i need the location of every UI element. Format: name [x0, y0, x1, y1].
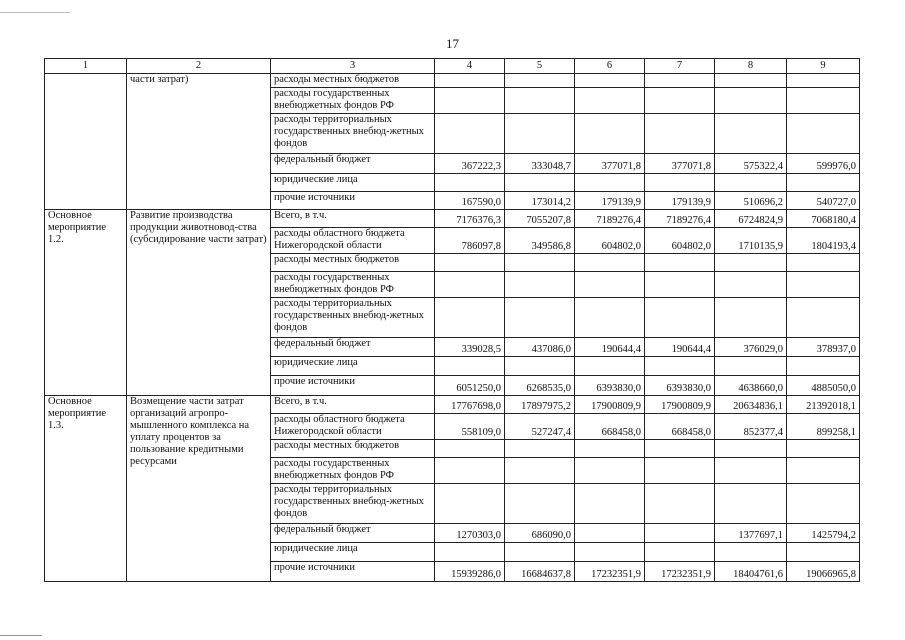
amount-cell — [715, 458, 787, 484]
amount-cell — [435, 254, 505, 272]
funding-source-label: юридические лица — [271, 174, 435, 192]
column-header: 7 — [645, 59, 715, 74]
table-row — [45, 210, 860, 228]
amount-cell: 173014,2 — [505, 192, 575, 210]
amount-cell — [435, 543, 505, 562]
amount-cell — [787, 272, 860, 298]
amount-cell: 510696,2 — [715, 192, 787, 210]
amount-cell — [575, 543, 645, 562]
funding-source-label: прочие источники — [271, 192, 435, 210]
amount-cell: 179139,9 — [645, 192, 715, 210]
column-header: 3 — [271, 59, 435, 74]
amount-cell — [645, 254, 715, 272]
amount-cell: 16684637,8 — [505, 562, 575, 582]
column-header: 2 — [127, 59, 271, 74]
amount-cell — [435, 74, 505, 88]
amount-cell — [787, 458, 860, 484]
event-name-cell: части затрат) — [127, 74, 271, 210]
amount-cell — [787, 440, 860, 458]
amount-cell — [715, 484, 787, 524]
amount-cell — [575, 74, 645, 88]
amount-cell — [645, 298, 715, 338]
column-header: 8 — [715, 59, 787, 74]
amount-cell — [645, 357, 715, 376]
scan-artifact-mark — [0, 635, 42, 636]
amount-cell — [505, 458, 575, 484]
amount-cell: 7189276,4 — [645, 210, 715, 228]
funding-source-label: расходы местных бюджетов — [271, 440, 435, 458]
amount-cell — [435, 114, 505, 154]
funding-source-label: расходы государственных внебюджетных фондов РФ — [271, 88, 435, 114]
amount-cell: 6393830,0 — [645, 376, 715, 396]
amount-cell — [505, 357, 575, 376]
amount-cell — [435, 298, 505, 338]
amount-cell — [575, 298, 645, 338]
amount-cell — [505, 440, 575, 458]
amount-cell — [645, 272, 715, 298]
amount-cell: 668458,0 — [575, 414, 645, 440]
amount-cell — [715, 357, 787, 376]
amount-cell — [575, 88, 645, 114]
funding-source-label: расходы местных бюджетов — [271, 254, 435, 272]
funding-source-label: прочие источники — [271, 562, 435, 582]
amount-cell — [787, 543, 860, 562]
page-number: 17 — [446, 36, 459, 51]
column-header: 5 — [505, 59, 575, 74]
amount-cell: 19066965,8 — [787, 562, 860, 582]
funding-source-label: расходы территориальных государственных внебюд-жетных фондов — [271, 298, 435, 338]
amount-cell — [787, 484, 860, 524]
amount-cell: 1377697,1 — [715, 524, 787, 543]
amount-cell — [505, 74, 575, 88]
amount-cell: 558109,0 — [435, 414, 505, 440]
amount-cell — [575, 114, 645, 154]
amount-cell: 1804193,4 — [787, 228, 860, 254]
amount-cell — [505, 543, 575, 562]
amount-cell: 1270303,0 — [435, 524, 505, 543]
amount-cell: 7189276,4 — [575, 210, 645, 228]
funding-source-label: федеральный бюджет — [271, 524, 435, 543]
table-row — [45, 396, 860, 414]
amount-cell: 377071,8 — [645, 154, 715, 174]
amount-cell — [645, 484, 715, 524]
amount-cell — [715, 74, 787, 88]
amount-cell — [575, 254, 645, 272]
funding-source-label: юридические лица — [271, 357, 435, 376]
amount-cell — [435, 357, 505, 376]
amount-cell — [505, 174, 575, 192]
amount-cell: 179139,9 — [575, 192, 645, 210]
amount-cell — [645, 543, 715, 562]
scan-artifact-line — [0, 0, 70, 13]
amount-cell: 7068180,4 — [787, 210, 860, 228]
amount-cell: 604802,0 — [575, 228, 645, 254]
table-body — [45, 74, 860, 582]
amount-cell — [435, 458, 505, 484]
amount-cell — [787, 254, 860, 272]
funding-source-label: Всего, в т.ч. — [271, 396, 435, 414]
budget-table — [44, 58, 860, 582]
amount-cell — [787, 74, 860, 88]
amount-cell: 899258,1 — [787, 414, 860, 440]
column-header: 9 — [787, 59, 860, 74]
amount-cell: 437086,0 — [505, 338, 575, 357]
amount-cell: 6724824,9 — [715, 210, 787, 228]
amount-cell: 17900809,9 — [645, 396, 715, 414]
amount-cell — [505, 298, 575, 338]
amount-cell — [575, 524, 645, 543]
amount-cell: 604802,0 — [645, 228, 715, 254]
amount-cell — [435, 174, 505, 192]
event-code-cell: Основное мероприятие 1.3. — [45, 396, 127, 582]
amount-cell — [435, 440, 505, 458]
amount-cell — [715, 272, 787, 298]
amount-cell — [787, 357, 860, 376]
amount-cell: 17767698,0 — [435, 396, 505, 414]
amount-cell: 376029,0 — [715, 338, 787, 357]
event-code-cell — [45, 74, 127, 210]
amount-cell: 167590,0 — [435, 192, 505, 210]
amount-cell: 575322,4 — [715, 154, 787, 174]
amount-cell: 1425794,2 — [787, 524, 860, 543]
event-code-cell: Основное мероприятие 1.2. — [45, 210, 127, 396]
funding-source-label: расходы областного бюджета Нижегородской области — [271, 228, 435, 254]
funding-source-label: федеральный бюджет — [271, 338, 435, 357]
funding-source-label: прочие источники — [271, 376, 435, 396]
funding-source-label: расходы территориальных государственных внебюд-жетных фондов — [271, 484, 435, 524]
amount-cell: 367222,3 — [435, 154, 505, 174]
amount-cell — [645, 174, 715, 192]
header-row — [45, 59, 860, 74]
amount-cell — [575, 272, 645, 298]
amount-cell: 6268535,0 — [505, 376, 575, 396]
amount-cell: 21392018,1 — [787, 396, 860, 414]
amount-cell: 6051250,0 — [435, 376, 505, 396]
amount-cell: 852377,4 — [715, 414, 787, 440]
event-name-cell: Возмещение части затрат организаций агропро-мышленного комплекса на уплату процентов за пользование кредитными ресурсами — [127, 396, 271, 582]
amount-cell — [575, 484, 645, 524]
amount-cell — [575, 440, 645, 458]
funding-source-label: расходы местных бюджетов — [271, 74, 435, 88]
amount-cell — [645, 524, 715, 543]
amount-cell: 4885050,0 — [787, 376, 860, 396]
amount-cell: 686090,0 — [505, 524, 575, 543]
amount-cell — [787, 88, 860, 114]
amount-cell — [715, 298, 787, 338]
amount-cell: 17232351,9 — [575, 562, 645, 582]
amount-cell — [787, 114, 860, 154]
funding-source-label: федеральный бюджет — [271, 154, 435, 174]
amount-cell: 18404761,6 — [715, 562, 787, 582]
column-header: 4 — [435, 59, 505, 74]
amount-cell: 6393830,0 — [575, 376, 645, 396]
amount-cell: 527247,4 — [505, 414, 575, 440]
funding-source-label: расходы территориальных государственных внебюд-жетных фондов — [271, 114, 435, 154]
amount-cell: 377071,8 — [575, 154, 645, 174]
amount-cell — [505, 484, 575, 524]
amount-cell — [645, 88, 715, 114]
amount-cell — [645, 440, 715, 458]
amount-cell — [575, 458, 645, 484]
amount-cell — [787, 298, 860, 338]
amount-cell: 17232351,9 — [645, 562, 715, 582]
amount-cell — [505, 254, 575, 272]
amount-cell — [715, 543, 787, 562]
funding-source-label: расходы государственных внебюджетных фондов РФ — [271, 272, 435, 298]
amount-cell — [435, 88, 505, 114]
amount-cell — [505, 114, 575, 154]
amount-cell — [787, 174, 860, 192]
amount-cell: 17897975,2 — [505, 396, 575, 414]
amount-cell: 540727,0 — [787, 192, 860, 210]
amount-cell — [435, 272, 505, 298]
funding-source-label: юридические лица — [271, 543, 435, 562]
funding-source-label: расходы государственных внебюджетных фондов РФ — [271, 458, 435, 484]
amount-cell: 7176376,3 — [435, 210, 505, 228]
amount-cell — [645, 458, 715, 484]
amount-cell — [715, 174, 787, 192]
amount-cell — [715, 88, 787, 114]
table-row — [45, 74, 860, 88]
amount-cell — [435, 484, 505, 524]
amount-cell: 786097,8 — [435, 228, 505, 254]
amount-cell — [715, 254, 787, 272]
amount-cell — [715, 440, 787, 458]
amount-cell — [505, 88, 575, 114]
amount-cell — [645, 114, 715, 154]
amount-cell: 190644,4 — [575, 338, 645, 357]
amount-cell — [645, 74, 715, 88]
amount-cell: 349586,8 — [505, 228, 575, 254]
funding-source-label: расходы областного бюджета Нижегородской области — [271, 414, 435, 440]
amount-cell: 378937,0 — [787, 338, 860, 357]
amount-cell: 339028,5 — [435, 338, 505, 357]
amount-cell: 668458,0 — [645, 414, 715, 440]
amount-cell: 20634836,1 — [715, 396, 787, 414]
amount-cell: 15939286,0 — [435, 562, 505, 582]
amount-cell: 1710135,9 — [715, 228, 787, 254]
amount-cell — [575, 357, 645, 376]
column-header: 6 — [575, 59, 645, 74]
amount-cell — [715, 114, 787, 154]
column-header: 1 — [45, 59, 127, 74]
amount-cell: 190644,4 — [645, 338, 715, 357]
amount-cell: 333048,7 — [505, 154, 575, 174]
amount-cell — [575, 174, 645, 192]
amount-cell: 17900809,9 — [575, 396, 645, 414]
amount-cell: 599976,0 — [787, 154, 860, 174]
amount-cell: 7055207,8 — [505, 210, 575, 228]
amount-cell — [505, 272, 575, 298]
event-name-cell: Развитие производства продукции животновод-ства (субсидирование части затрат) — [127, 210, 271, 396]
funding-source-label: Всего, в т.ч. — [271, 210, 435, 228]
amount-cell: 4638660,0 — [715, 376, 787, 396]
